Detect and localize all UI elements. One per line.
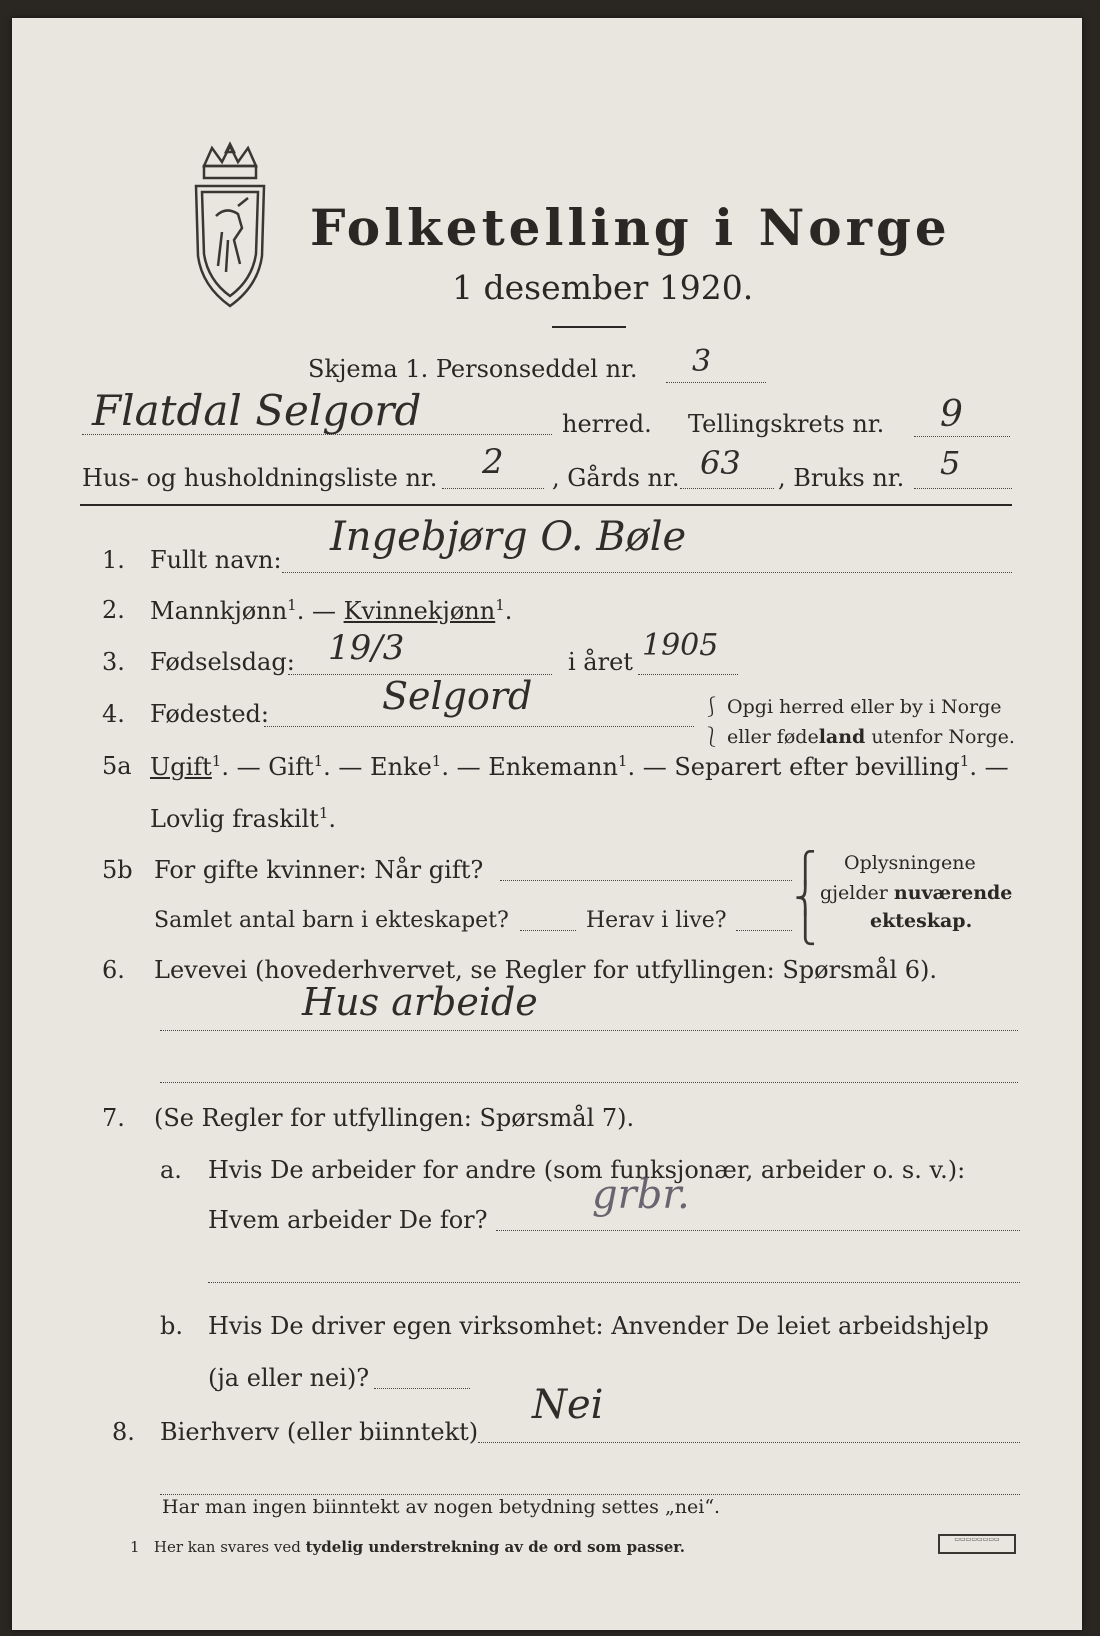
census-form-page — [12, 18, 1082, 1630]
husholdningsliste-label: Hus- og husholdningsliste nr. — [82, 464, 438, 492]
q7-number: 7. — [102, 1104, 125, 1132]
q5b-label-3: Herav i live? — [586, 908, 727, 933]
gards-label: , Gårds nr. — [552, 464, 680, 492]
q7-label: (Se Regler for utfyllingen: Spørsmål 7). — [154, 1104, 635, 1132]
coat-of-arms-icon — [182, 136, 278, 316]
q5b-note-2: gjelder nuværende — [820, 882, 1013, 904]
q5b-note-3: ekteskap. — [870, 910, 973, 932]
q7a-line-2 — [208, 1282, 1020, 1283]
herred-value: Flatdal Selgord — [92, 386, 422, 435]
q7a-value: grbr. — [592, 1172, 690, 1218]
tellingskrets-line — [914, 436, 1010, 437]
q5b-number: 5b — [102, 856, 133, 884]
q1-label: Fullt navn: — [150, 546, 282, 574]
q8-note: Har man ingen biinntekt av nogen betydning settes „nei“. — [162, 1496, 721, 1518]
q7a-line-1 — [496, 1230, 1020, 1231]
q6-number: 6. — [102, 956, 125, 984]
personseddel-value: 3 — [692, 344, 712, 379]
header-rule — [80, 504, 1012, 506]
q8-line-1 — [478, 1442, 1020, 1443]
herred-label: herred. — [562, 410, 652, 438]
q1-line — [282, 572, 1012, 573]
tellingskrets-value: 9 — [940, 394, 963, 435]
q7b-question: (ja eller nei)? — [208, 1364, 370, 1392]
bruks-label: , Bruks nr. — [778, 464, 905, 492]
bruks-value: 5 — [940, 444, 961, 482]
husholdningsliste-line — [442, 488, 544, 489]
census-date: 1 desember 1920. — [452, 268, 754, 307]
printer-stamp-icon: ▭▭▭▭▭▭▭▭ — [938, 1534, 1016, 1554]
q4-label: Fødested: — [150, 700, 269, 728]
q7a-question: Hvem arbeider De for? — [208, 1206, 488, 1234]
q8-value: Nei — [532, 1382, 604, 1428]
q2-male: Mannkjønn — [150, 597, 288, 625]
q8-label: Bierhverv (eller biinntekt) — [160, 1418, 479, 1446]
q5b-line-2 — [520, 930, 576, 931]
q2-female-underlined: Kvinnekjønn — [343, 597, 496, 625]
q5a-ugift-underlined: Ugift — [150, 753, 212, 781]
q7a-letter: a. — [160, 1156, 182, 1184]
q3-year-value: 1905 — [642, 628, 719, 663]
q5b-label-2: Samlet antal barn i ekteskapet? — [154, 908, 509, 933]
q5b-note-1: Oplysningene — [844, 852, 976, 874]
tellingskrets-label: Tellingskrets nr. — [688, 410, 885, 438]
q5a-fraskilt: Lovlig fraskilt$^1$. — [150, 804, 336, 833]
schema-label: Skjema 1. Personseddel nr. — [308, 355, 638, 383]
bruks-line — [914, 488, 1012, 489]
q5b-label-1: For gifte kvinner: Når gift? — [154, 856, 484, 884]
q3-year-line — [638, 674, 738, 675]
form-title: Folketelling i Norge — [310, 198, 951, 257]
q7b-line — [374, 1388, 470, 1389]
q8-number: 8. — [112, 1418, 135, 1446]
q5a-number: 5a — [102, 752, 132, 780]
q2-number: 2. — [102, 596, 125, 624]
q5b-line-3 — [736, 930, 792, 931]
q3-label: Fødselsdag: — [150, 648, 295, 676]
q6-label: Levevei (hovederhvervet, se Regler for utfyllingen: Spørsmål 6). — [154, 956, 938, 984]
q5b-line-1 — [500, 880, 792, 881]
q4-note-1: ⎰ Opgi herred eller by i Norge — [702, 696, 1002, 718]
gards-line — [680, 488, 774, 489]
gards-value: 63 — [700, 444, 741, 482]
q3-year-label: i året — [568, 648, 633, 676]
q4-note-2: ⎱ eller fødeland utenfor Norge. — [702, 726, 1015, 748]
q5a-options: Ugift$^1$. — Gift$^1$. — Enke$^1$. — Enkemann$^1$. — Separert efter bevilling$^1$. — — [150, 752, 1009, 781]
q4-value: Selgord — [382, 674, 533, 718]
q6-line-2 — [160, 1082, 1018, 1083]
q4-line — [264, 726, 694, 727]
q2-line-text: Mannkjønn$^1$. — Kvinnekjønn$^1$. — [150, 596, 513, 625]
title-divider — [552, 326, 626, 328]
q1-value: Ingebjørg O. Bøle — [330, 514, 687, 560]
q7b-label: Hvis De driver egen virksomhet: Anvender De leiet arbeidshjelp — [208, 1312, 989, 1340]
husholdningsliste-value: 2 — [482, 442, 504, 482]
footnote: 1 Her kan svares ved tydelig understrekning av de ord som passer. — [130, 1538, 686, 1556]
q7b-letter: b. — [160, 1312, 183, 1340]
q7a-label: Hvis De arbeider for andre (som funksjonær, arbeider o. s. v.): — [208, 1156, 966, 1184]
personseddel-line — [666, 382, 766, 383]
q5b-brace: ⎧ ⎨ ⎩ — [794, 851, 817, 946]
q1-number: 1. — [102, 546, 125, 574]
q4-number: 4. — [102, 700, 125, 728]
q3-day-value: 19/3 — [328, 628, 405, 668]
q3-number: 3. — [102, 648, 125, 676]
q6-value: Hus arbeide — [302, 980, 538, 1024]
q6-line-1 — [160, 1030, 1018, 1031]
q8-line-2 — [160, 1494, 1020, 1495]
